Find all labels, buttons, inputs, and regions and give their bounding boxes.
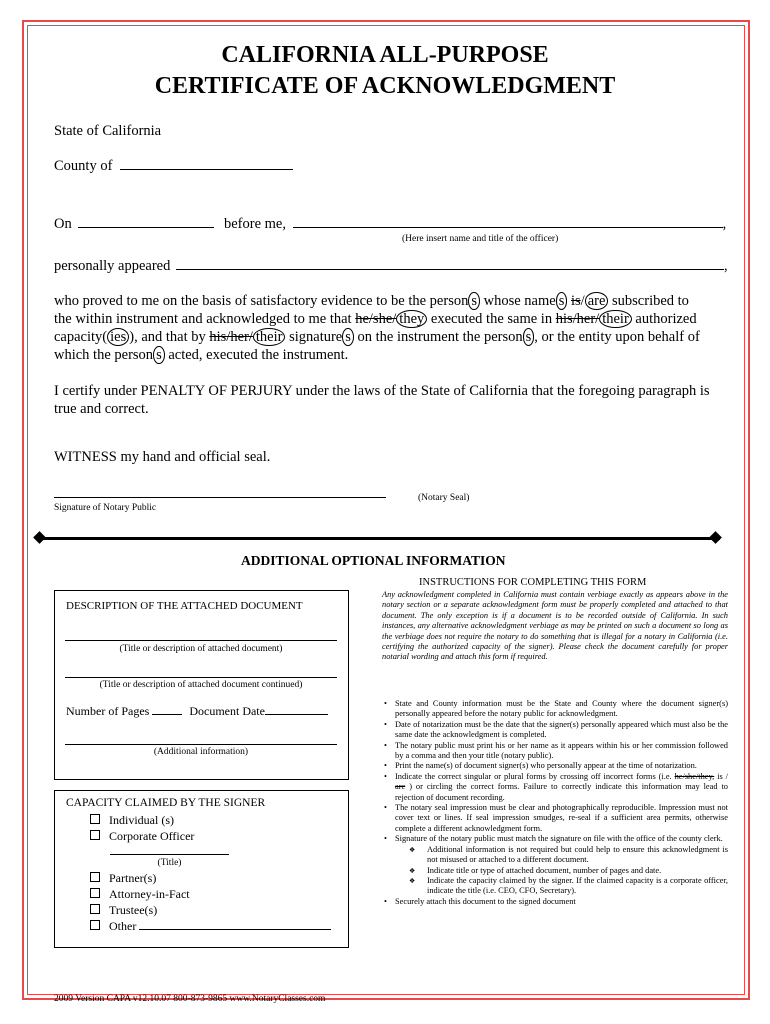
struck-is: is bbox=[570, 293, 581, 309]
evidence-text: whose name bbox=[483, 293, 556, 309]
personally-appeared-row bbox=[54, 257, 734, 275]
description-heading: DESCRIPTION OF THE ATTACHED DOCUMENT bbox=[66, 600, 303, 612]
capacity-corporate[interactable] bbox=[90, 828, 194, 844]
document-date-field[interactable] bbox=[265, 704, 328, 715]
county-row bbox=[54, 157, 293, 175]
instruction-item-forms bbox=[382, 772, 728, 803]
additional-info-line[interactable] bbox=[65, 744, 337, 745]
on-row bbox=[54, 215, 734, 233]
county-field[interactable] bbox=[120, 157, 293, 170]
evidence-text: who proved to me on the basis of satisfactory evidence to be the person bbox=[54, 293, 469, 309]
capacity-individual[interactable] bbox=[90, 812, 194, 828]
certify-paragraph: I certify under PENALTY OF PERJURY under the laws of the State of California that the foregoing paragraph is true and correct. bbox=[54, 383, 710, 417]
notary-seal-label: (Notary Seal) bbox=[418, 493, 470, 503]
additional-info-hint: (Additional information) bbox=[153, 747, 249, 757]
officer-field[interactable] bbox=[293, 215, 723, 228]
signature-label: Signature of Notary Public bbox=[54, 503, 157, 513]
capacity-attorney-label: Attorney-in-Fact bbox=[109, 887, 190, 901]
capacity-options-top bbox=[90, 812, 194, 844]
evidence-text: on the instrument the person bbox=[357, 329, 523, 345]
state-value: California bbox=[102, 123, 162, 139]
instruction-text: is / bbox=[717, 771, 729, 781]
capacity-heading: CAPACITY CLAIMED BY THE SIGNER bbox=[66, 797, 266, 809]
title-desc-cont-line[interactable] bbox=[65, 677, 337, 678]
num-pages-field[interactable] bbox=[152, 704, 182, 715]
capacity-trustee[interactable] bbox=[90, 902, 331, 918]
form-title-line2: CERTIFICATE OF ACKNOWLEDGMENT bbox=[154, 73, 616, 99]
form-title-line1: CALIFORNIA ALL-PURPOSE bbox=[221, 42, 549, 68]
instruction-item: • Securely attach this document to the signed document bbox=[382, 897, 728, 907]
checkbox-corporate[interactable] bbox=[90, 830, 100, 840]
checkbox-other[interactable] bbox=[90, 920, 100, 930]
date-field[interactable] bbox=[78, 215, 214, 228]
signer-name-field[interactable] bbox=[176, 257, 724, 270]
instructions-heading: INSTRUCTIONS FOR COMPLETING THIS FORM bbox=[419, 577, 647, 588]
state-label: State of bbox=[54, 123, 99, 139]
struck-he-she: he/she/ bbox=[355, 311, 397, 327]
evidence-text: the within instrument and acknowledged to me that bbox=[54, 311, 352, 327]
title-desc-hint: (Title or description of attached document) bbox=[119, 644, 283, 654]
checkbox-trustee[interactable] bbox=[90, 904, 100, 914]
evidence-paragraph bbox=[54, 292, 734, 364]
checkbox-attorney[interactable] bbox=[90, 888, 100, 898]
additional-heading: ADDITIONAL OPTIONAL INFORMATION bbox=[241, 553, 506, 568]
instruction-item: • Date of notarization must be the date that the signer(s) personally appeared which must also be the same date the acknowledgment is completed. bbox=[382, 720, 728, 741]
instruction-item: • Signature of the notary public must match the signature on file with the office of the county clerk. bbox=[382, 834, 728, 844]
instructions-intro: Any acknowledgment completed in California must contain verbiage exactly as appears above in the notary section or a separate acknowledgment form must be properly completed and attached to that document. The only exception is if a document is to be recorded outside of California. In such instances, any alternative acknowledgment verbiage as may be printed on such a document so long as the verbiage does not require the notary to do something that is illegal for a notary in California (i.e. certifying the authorized capacity of the signer). Please check the document carefully for proper notarial wording and attach this form if required. bbox=[382, 590, 728, 662]
county-label: County of bbox=[54, 158, 113, 174]
title-desc-line[interactable] bbox=[65, 640, 337, 641]
circled-ies: ies bbox=[107, 328, 129, 346]
instruction-text: ) or circling the correct forms. Failure to correctly indicate this information may lead to rejection of document recording. bbox=[395, 782, 728, 802]
num-pages-label: Number of Pages bbox=[66, 704, 150, 718]
before-me-label: before me, bbox=[223, 216, 286, 232]
circled-their: their bbox=[253, 328, 286, 346]
officer-hint: (Here insert name and title of the officer) bbox=[402, 234, 559, 244]
signer-comma: , bbox=[723, 258, 728, 274]
title-desc-cont-hint: (Title or description of attached document continued) bbox=[99, 680, 303, 690]
signature-line[interactable] bbox=[54, 497, 386, 498]
capacity-attorney[interactable] bbox=[90, 886, 331, 902]
evidence-text: acted, executed the instrument. bbox=[168, 347, 349, 363]
instruction-item: • The notary public must print his or her name as it appears within his or her commission followed by a comma and then your title (notary public). bbox=[382, 741, 728, 762]
state-row bbox=[54, 122, 161, 140]
instruction-item: • Print the name(s) of document signer(s) who personally appear at the time of notarization. bbox=[382, 761, 728, 771]
capacity-options-bottom bbox=[90, 870, 331, 934]
section-divider bbox=[40, 537, 720, 540]
capacity-trustee-label: Trustee(s) bbox=[109, 903, 158, 917]
circled-they: they bbox=[396, 310, 427, 328]
pages-date-row bbox=[66, 704, 328, 719]
evidence-text: authorized bbox=[635, 311, 697, 327]
instructions-list bbox=[382, 699, 728, 907]
evidence-text: subscribed to bbox=[612, 293, 689, 309]
instruction-text: Indicate the correct singular or plural forms by crossing off incorrect forms (i.e. bbox=[395, 771, 672, 781]
footer-text: 2009 Version CAPA v12.10.07 800-873-9865 www.NotaryClasses.com bbox=[54, 994, 326, 1004]
instruction-item: • State and County information must be the State and County where the document signer(s) personally appeared before the notary public for acknowledgment. bbox=[382, 699, 728, 720]
capacity-other-label: Other bbox=[109, 919, 137, 933]
evidence-text: signature bbox=[289, 329, 343, 345]
circled-s: s bbox=[523, 328, 535, 346]
checkbox-individual[interactable] bbox=[90, 814, 100, 824]
circled-s: s bbox=[153, 346, 165, 364]
capacity-title-hint: (Title) bbox=[157, 858, 182, 868]
circled-are: are bbox=[585, 292, 609, 310]
circled-s: s bbox=[556, 292, 568, 310]
capacity-individual-label: Individual (s) bbox=[109, 813, 174, 827]
struck-are: are bbox=[395, 782, 406, 792]
struck-his-her: his/her/ bbox=[555, 311, 600, 327]
personally-appeared-label: personally appeared bbox=[54, 258, 171, 274]
evidence-text: , or the entity upon behalf of bbox=[534, 329, 700, 345]
officer-comma: , bbox=[722, 216, 727, 232]
evidence-text: executed the same in bbox=[430, 311, 553, 327]
on-label: On bbox=[54, 216, 72, 232]
circled-their: their bbox=[599, 310, 632, 328]
instruction-item: • The notary seal impression must be clear and photographically reproducible. Impression must not cover text or lines. If seal impression smudges, re-seal if a sufficient area permits, otherwise complete a different acknowledgment form. bbox=[382, 803, 728, 834]
slash: / bbox=[580, 293, 585, 309]
evidence-text: ), and that by bbox=[129, 329, 206, 345]
sub-instruction-item: ❖ Indicate title or type of attached document, number of pages and date. bbox=[382, 866, 728, 876]
document-date-label: Document Date bbox=[189, 704, 265, 718]
capacity-other-field[interactable] bbox=[139, 919, 331, 930]
sub-instruction-item: ❖ Additional information is not required but could help to ensure this acknowledgment is not misused or attached to a different document. bbox=[382, 845, 728, 866]
capacity-partner-label: Partner(s) bbox=[109, 871, 157, 885]
capacity-partner[interactable] bbox=[90, 870, 331, 886]
evidence-text: capacity( bbox=[54, 329, 108, 345]
witness-text: WITNESS my hand and official seal. bbox=[54, 449, 271, 465]
capacity-corporate-label: Corporate Officer bbox=[109, 829, 195, 843]
capacity-other[interactable] bbox=[90, 918, 331, 934]
evidence-text: which the person bbox=[54, 347, 154, 363]
circled-s: s bbox=[468, 292, 480, 310]
capacity-title-line[interactable] bbox=[110, 854, 229, 855]
checkbox-partner[interactable] bbox=[90, 872, 100, 882]
struck-forms: he/she/they, bbox=[674, 771, 715, 781]
sub-instruction-item: ❖ Indicate the capacity claimed by the signer. If the claimed capacity is a corporate officer, indicate the title (i.e. CEO, CFO, Secretary). bbox=[382, 876, 728, 897]
struck-his-her: his/her/ bbox=[209, 329, 253, 345]
circled-s: s bbox=[342, 328, 354, 346]
